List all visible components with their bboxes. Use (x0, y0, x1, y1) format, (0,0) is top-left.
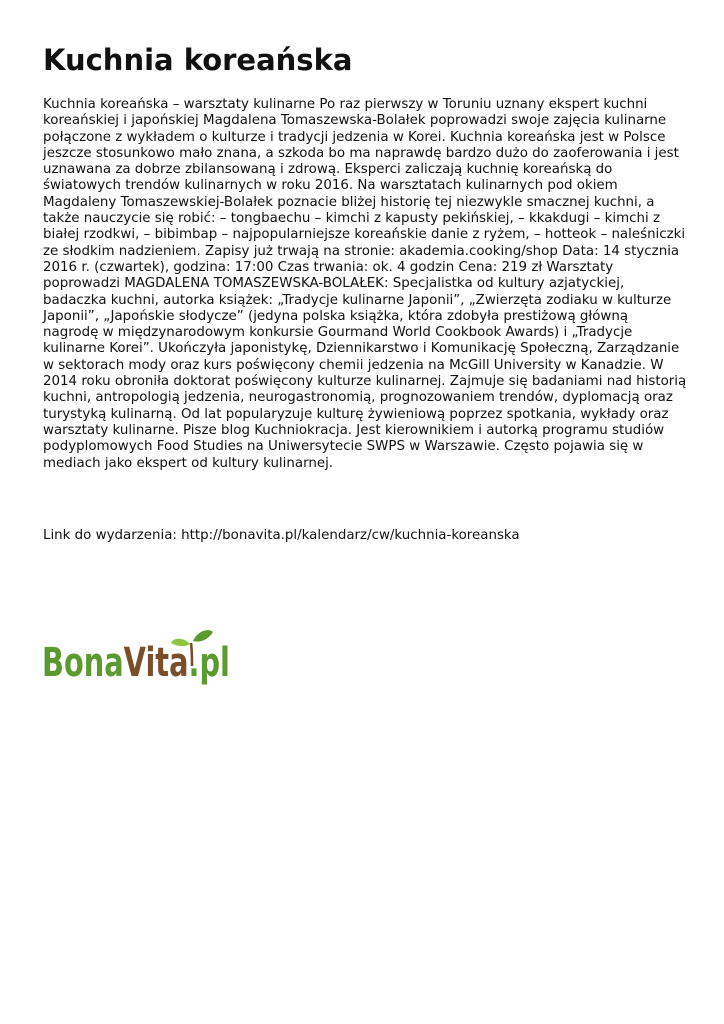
logo-text-pl: .pl (188, 640, 230, 687)
event-link-line: Link do wydarzenia: http://bonavita.pl/kalendarz/cw/kuchnia-koreanska (43, 527, 520, 543)
svg-text:BonaVita.pl (42, 640, 230, 686)
document-body-text: Kuchnia koreańska – warsztaty kulinarne Po raz pierwszy w Toruniu uznany ekspert kuchni koreańskiej i japońskiej Magdalena Tomaszewska-Bolałek poprowadzi swoje zajęcia kulinarne połączone z wykładem o kulturze i tradycji jedzenia w Korei. Kuchnia koreańska jest w Polsce jeszcze stosunkowo mało znana, a szkoda bo ma naprawdę bardzo dużo do zaoferowania i jest uznawana za dobrze zbilansowaną i zdrową. Eksperci zaliczają kuchnię koreańską do światowych trendów kulinarnych w roku 2016. Na warsztatach kulinarnych pod okiem Magdaleny Tomaszewskiej-Bolałek poznacie bliżej historię tej niezwykle smacznej kuchni, a także nauczycie się robić: – tongbaechu – kimchi z kapusty pekińskiej, – kkakdugi – kimchi z białej rzodkwi, – bibimbap – najpopularniejsze koreańskie danie z ryżem, – hotteok – naleśniczki ze słodkim nadzieniem. Zapisy już trwają na stronie: akademia.cooking/shop Data: 14 stycznia 2016 r. (czwartek), godzina: 17:00 Czas trwania: ok. 4 godzin Cena: 219 zł Warsztaty poprowadzi MAGDALENA TOMASZEWSKA-BOLAŁEK: Specjalistka od kultury azjatyckiej, badaczka kuchni, autorka książek: „Tradycje kulinarne Japonii”, „Zwierzęta zodiaku w kulturze Japonii”, „Japońskie słodycze” (jedyna polska książka, która zdobyła prestiżową główną nagrodę w międzynarodowym konkursie Gourmand World Cookbook Awards) i „Tradycje kulinarne Korei”. Ukończyła japonistykę, Dziennikarstwo i Komunikację Społeczną, Zarządzanie w sektorach mody oraz kurs poświęcony chemii jedzenia na McGill University w Kanadzie. W 2014 roku obroniła doktorat poświęcony kulturze kulinarnej. Zajmuje się badaniami nad historią kuchni, antropologią jedzenia, neurogastronomią, prognozowaniem trendów, dyplomacją oraz turystyką kulinarną. Od lat popularyzuje kulturę żywieniową poprzez spotkania, wykłady oraz warsztaty kulinarne. Pisze blog Kuchniokracja. Jest kierownikiem i autorką programu studiów podyplomowych Food Studies na Uniwersytecie SWPS w Warszawie. Często pojawia się w mediach jako ekspert od kultury kulinarnej. (43, 97, 687, 471)
bonavita-logo (42, 626, 230, 694)
bonavita-logo-graphic (42, 626, 230, 694)
document-title: Kuchnia koreańska (43, 43, 353, 77)
document-page (43, 40, 685, 544)
logo-text-bona: Bona (42, 640, 124, 687)
logo-text-vita: Vita (123, 640, 189, 687)
